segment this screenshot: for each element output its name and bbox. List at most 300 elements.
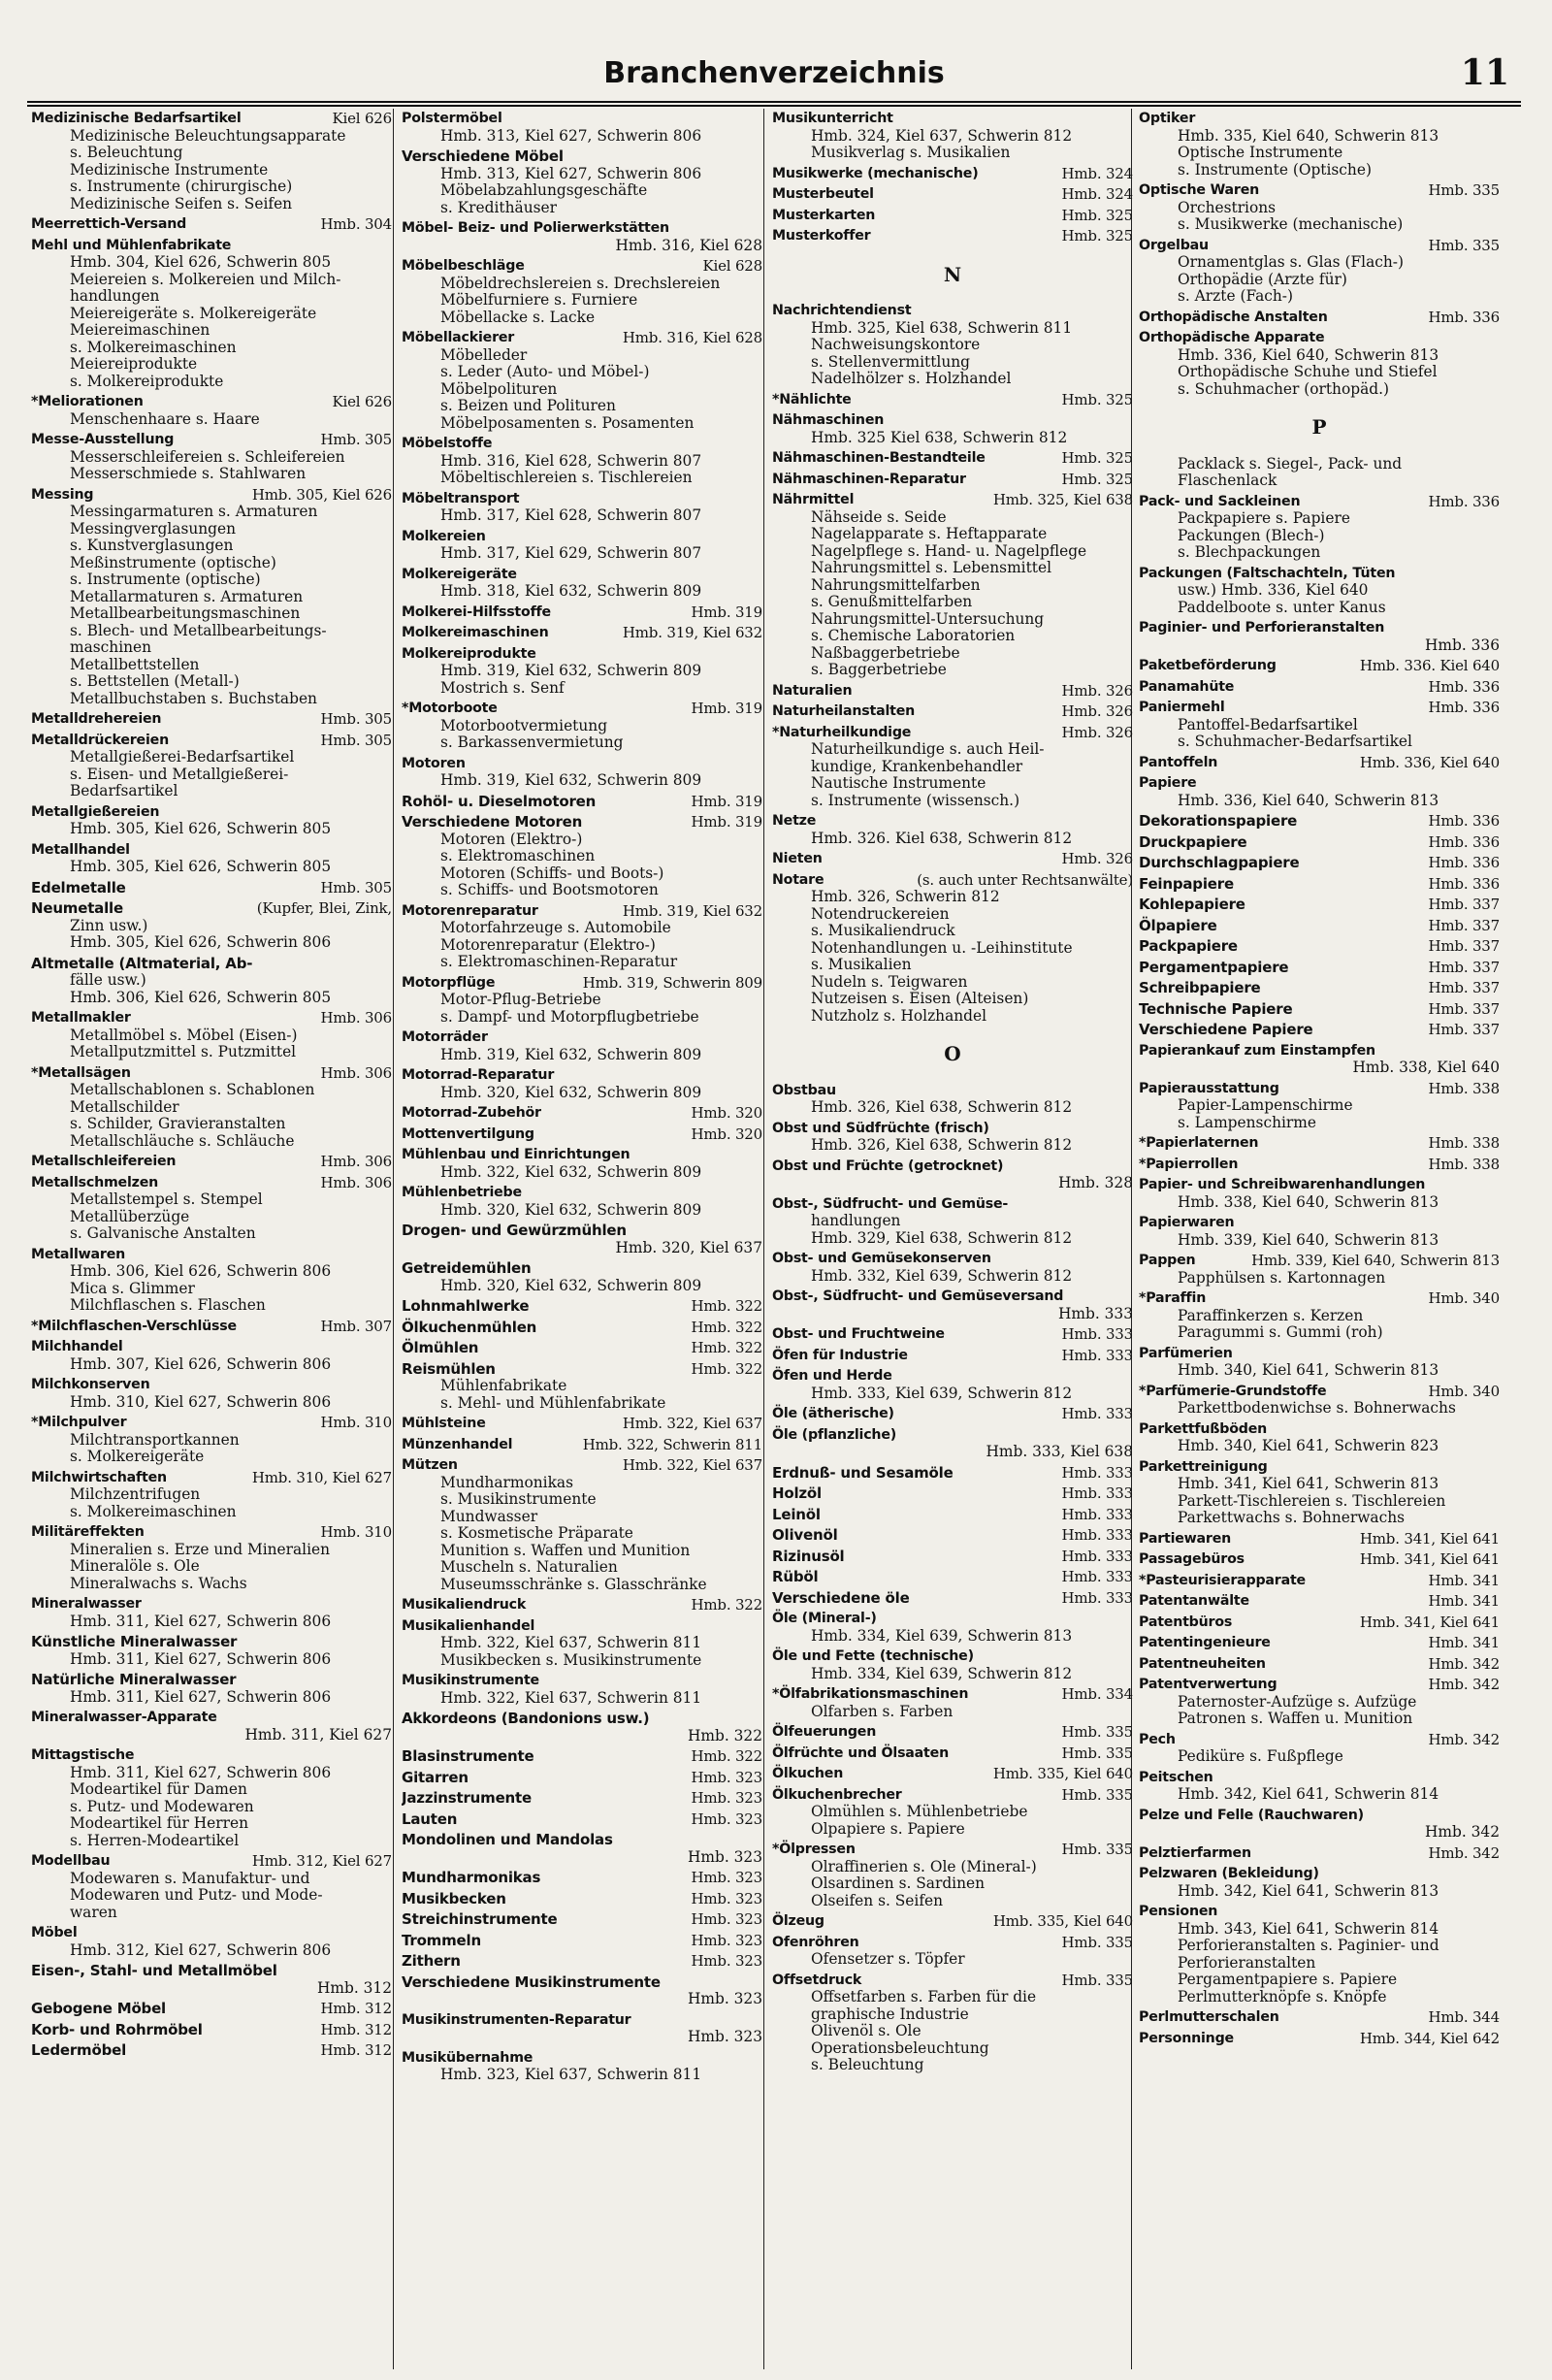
directory-entry xyxy=(1139,700,1500,751)
section-letter: N xyxy=(943,262,962,286)
entry-line: Perlmutterknöpfe s. Knöpfe xyxy=(1178,1988,1387,2005)
entry-heading xyxy=(1139,238,1500,255)
directory-entry xyxy=(772,1368,1133,1402)
entry-heading xyxy=(772,1766,1133,1783)
entry-reference: Hmb. 326 xyxy=(1061,702,1133,720)
entry-title: Neumetalle xyxy=(31,899,123,917)
entry-line: Motorfahrzeuge s. Automobile xyxy=(440,920,671,936)
entry-heading xyxy=(1139,755,1500,772)
entry-line: Metallstempel s. Stempel xyxy=(70,1191,263,1208)
directory-entry xyxy=(1139,834,1500,852)
entry-title: Nähmaschinen-Reparatur xyxy=(772,471,966,487)
entry-reference: Hmb. 306 xyxy=(320,1009,392,1027)
entry-line: Metallmöbel s. Möbel (Eisen-) xyxy=(70,1027,298,1044)
entry-title: *Motorboote xyxy=(402,701,498,716)
entry-title: Parfümerien xyxy=(1139,1345,1233,1361)
entry-heading xyxy=(402,903,762,921)
entry-line: Hmb. 310, Kiel 627, Schwerin 806 xyxy=(70,1393,332,1411)
directory-column-4 xyxy=(1139,111,1500,2369)
entry-heading xyxy=(772,703,1133,721)
entry-reference: Hmb. 305, Kiel 626 xyxy=(251,485,392,504)
entry-reference: Hmb. 335 xyxy=(1061,1723,1133,1741)
entry-line: Hmb. 340, Kiel 641, Schwerin 813 xyxy=(1178,1362,1439,1379)
directory-entry xyxy=(1139,918,1500,935)
entry-title: Verschiedene Papiere xyxy=(1139,1021,1313,1038)
entry-line: maschinen xyxy=(70,639,152,656)
entry-line: s. Elektromaschinen-Reparatur xyxy=(440,954,678,970)
directory-entry xyxy=(1139,494,1500,562)
entry-reference-line: Hmb. 328 xyxy=(1057,1175,1133,1191)
entry-line: handlungen xyxy=(70,288,160,305)
entry-title: Pantoffeln xyxy=(1139,754,1218,770)
entry-heading xyxy=(1139,1081,1500,1098)
entry-line: Packlack s. Siegel-, Pack- und xyxy=(1178,455,1403,473)
entry-title: Militäreffekten xyxy=(31,1524,145,1540)
entry-line: s. Beleuchtung xyxy=(70,145,183,161)
column-divider xyxy=(763,109,764,2369)
directory-entry xyxy=(31,1470,392,1521)
entry-line: Hmb. 311, Kiel 627, Schwerin 806 xyxy=(70,1764,332,1781)
entry-title: Paginier- und Perforieranstalten xyxy=(1139,620,1385,636)
entry-reference: Hmb. 335, Kiel 640 xyxy=(992,1912,1133,1930)
entry-heading xyxy=(1139,918,1500,935)
entry-heading xyxy=(772,1913,1133,1931)
entry-title: Öle (Mineral-) xyxy=(772,1611,877,1626)
entry-reference: Hmb. 337 xyxy=(1428,896,1500,913)
directory-entry xyxy=(772,725,1133,810)
directory-entry xyxy=(31,394,392,428)
entry-reference: (s. auch unter Rechtsanwälte) xyxy=(917,870,1133,889)
entry-title: Ölpapiere xyxy=(1139,916,1217,934)
entry-heading xyxy=(1139,566,1500,583)
entry-line: Orthopädie (Ärzte für) xyxy=(1178,271,1347,288)
directory-entry xyxy=(31,1634,392,1668)
directory-entry xyxy=(1139,960,1500,977)
directory-entry xyxy=(402,814,762,899)
entry-heading xyxy=(31,733,392,750)
entry-heading xyxy=(31,432,392,449)
entry-heading xyxy=(402,1029,762,1047)
directory-entry xyxy=(772,472,1133,489)
entry-title: Pelzwaren (Bekleidung) xyxy=(1139,1866,1319,1881)
entry-title: Papierausstattung xyxy=(1139,1080,1279,1096)
entry-heading xyxy=(31,487,392,505)
entry-reference: Hmb. 340 xyxy=(1428,1382,1500,1400)
entry-line: Hmb. 334, Kiel 639, Schwerin 813 xyxy=(811,1627,1073,1645)
entry-reference: Hmb. 323 xyxy=(691,1889,762,1907)
header-rule xyxy=(27,105,1521,107)
entry-heading xyxy=(772,725,1133,742)
entry-reference: Hmb. 323 xyxy=(691,1789,762,1807)
entry-title: Molkereimaschinen xyxy=(402,625,549,640)
entry-line: s. Instrumente (chirurgische) xyxy=(70,179,293,195)
directory-entry xyxy=(402,1185,762,1219)
entry-title: Künstliche Mineralwasser xyxy=(31,1633,238,1650)
entry-line: Möbellacke s. Lacke xyxy=(440,309,596,326)
entry-heading xyxy=(772,166,1133,183)
directory-entry xyxy=(402,1832,762,1866)
entry-title: Möbeltransport xyxy=(402,490,520,506)
entry-line: Pergamentpapiere s. Papiere xyxy=(1178,1972,1398,1988)
entry-heading xyxy=(31,711,392,729)
entry-reference: Hmb. 341 xyxy=(1428,1634,1500,1651)
entry-heading xyxy=(31,1596,392,1614)
directory-entry xyxy=(402,756,762,790)
entry-title: Mineralwasser-Apparate xyxy=(31,1710,217,1725)
entry-title: Ölzeug xyxy=(772,1913,824,1929)
entry-title: Olivenöl xyxy=(772,1526,838,1544)
entry-heading xyxy=(31,1634,392,1651)
directory-entry xyxy=(772,1406,1133,1423)
entry-title: Modellbau xyxy=(31,1853,111,1869)
entry-title: Musterkarten xyxy=(772,207,876,223)
entry-title: Milchhandel xyxy=(31,1339,123,1354)
directory-entry xyxy=(772,1590,1133,1608)
entry-heading xyxy=(402,756,762,773)
directory-entry xyxy=(772,1549,1133,1566)
entry-line: Hmb. 342, Kiel 641, Schwerin 814 xyxy=(1178,1786,1439,1803)
entry-heading xyxy=(772,872,1133,890)
entry-line: Hmb. 311, Kiel 627, Schwerin 806 xyxy=(70,1613,332,1630)
entry-reference: Hmb. 333 xyxy=(1061,1547,1133,1565)
entry-heading xyxy=(31,1747,392,1765)
entry-reference: Hmb. 341, Kiel 641 xyxy=(1359,1613,1500,1631)
directory-entry xyxy=(31,487,392,708)
directory-entry xyxy=(402,1147,762,1181)
entry-heading xyxy=(1139,1135,1500,1153)
entry-heading xyxy=(31,1065,392,1083)
entry-heading xyxy=(402,604,762,622)
entry-line: Packpapiere s. Papiere xyxy=(1178,510,1350,527)
directory-entry xyxy=(1139,1656,1500,1674)
entry-line: Möbelposamenten s. Posamenten xyxy=(440,414,695,432)
directory-entry xyxy=(1139,2009,1500,2027)
section-letter: P xyxy=(1311,415,1327,439)
directory-entry xyxy=(31,1247,392,1315)
directory-entry xyxy=(772,703,1133,721)
entry-reference: Hmb. 337 xyxy=(1428,958,1500,976)
entry-title: Mundharmonikas xyxy=(402,1869,541,1886)
directory-entry xyxy=(772,1648,1133,1682)
entry-title: Orgelbau xyxy=(1139,237,1209,253)
entry-title: Lohnmahlwerke xyxy=(402,1297,530,1315)
entry-line: Nutzholz s. Holzhandel xyxy=(811,1007,987,1025)
directory-entry xyxy=(772,1842,1133,1909)
directory-entry xyxy=(31,1925,392,1959)
entry-heading xyxy=(31,1853,392,1871)
entry-title: *Paraffin xyxy=(1139,1290,1207,1306)
entry-heading xyxy=(31,900,392,918)
entry-line: Nudeln s. Teigwaren xyxy=(811,973,968,991)
entry-line: Modewaren s. Manufaktur- und xyxy=(70,1870,310,1887)
entry-title: Musikaliendruck xyxy=(402,1597,527,1613)
entry-heading xyxy=(1139,1614,1500,1632)
entry-line: Metallüberzüge xyxy=(70,1208,190,1225)
entry-heading xyxy=(1139,111,1500,128)
entry-reference: Hmb. 323 xyxy=(691,1869,762,1886)
entry-title: Naturheilanstalten xyxy=(772,703,916,719)
entry-reference: Hmb. 322 xyxy=(691,1359,762,1378)
entry-title: Altmetalle (Altmaterial, Ab- xyxy=(31,954,253,972)
entry-heading xyxy=(1139,1022,1500,1039)
entry-title: Patentneuheiten xyxy=(1139,1655,1266,1672)
entry-heading xyxy=(1139,980,1500,997)
entry-line: s. Putz- und Modewaren xyxy=(70,1798,254,1815)
entry-line: Notenhandlungen u. -Leihinstitute xyxy=(811,939,1073,957)
entry-line: Hmb. 338, Kiel 640, Schwerin 813 xyxy=(1178,1193,1439,1211)
entry-line: s. Molkereimaschinen xyxy=(70,339,237,356)
entry-heading xyxy=(31,1524,392,1542)
entry-heading xyxy=(772,1745,1133,1763)
entry-reference: Hmb. 337 xyxy=(1428,979,1500,996)
directory-entry xyxy=(402,975,762,1027)
directory-entry xyxy=(772,1083,1133,1117)
entry-heading xyxy=(402,1416,762,1433)
directory-entry xyxy=(402,220,762,254)
entry-title: *Meliorationen xyxy=(31,394,144,409)
entry-heading xyxy=(402,1870,762,1887)
entry-line: Hmb. 322, Kiel 632, Schwerin 809 xyxy=(440,1163,702,1181)
directory-entry xyxy=(31,1853,392,1921)
entry-title: Zithern xyxy=(402,1952,461,1970)
entry-line: Meiereimaschinen xyxy=(70,322,210,339)
directory-entry xyxy=(1139,111,1500,179)
entry-line: Orchestrions xyxy=(1178,199,1277,216)
entry-heading xyxy=(402,1711,762,1728)
page-title: Branchenverzeichnis xyxy=(603,56,945,90)
entry-title: Panamahüte xyxy=(1139,678,1235,695)
entry-reference: Hmb. 326 xyxy=(1061,681,1133,700)
entry-reference: Hmb. 325 xyxy=(1061,470,1133,488)
entry-heading xyxy=(31,1470,392,1487)
entry-heading xyxy=(402,1597,762,1614)
entry-title: Musikunterricht xyxy=(772,111,893,126)
entry-line: Orthopädische Schuhe und Stiefel xyxy=(1178,364,1438,380)
entry-reference-line: Hmb. 316, Kiel 628 xyxy=(615,237,762,254)
entry-title: Paniermehl xyxy=(1139,700,1225,715)
directory-entry xyxy=(31,1339,392,1373)
entry-line: Patronen s. Waffen u. Munition xyxy=(1178,1711,1413,1727)
directory-entry xyxy=(31,880,392,897)
entry-reference: Hmb. 319 xyxy=(691,813,762,831)
entry-heading xyxy=(31,1925,392,1942)
entry-title: Mineralwasser xyxy=(31,1596,142,1612)
entry-line: Medizinische Instrumente xyxy=(70,161,269,179)
entry-title: Ledermöbel xyxy=(31,2041,127,2059)
entry-heading xyxy=(31,1339,392,1356)
entry-title: Pelztierfarmen xyxy=(1139,1844,1251,1861)
entry-line: Flaschenlack xyxy=(1178,473,1277,489)
directory-entry xyxy=(772,1527,1133,1545)
entry-title: Motorpflüge xyxy=(402,974,496,991)
entry-title: Metallschmelzen xyxy=(31,1174,159,1190)
entry-line: Motorbootvermietung xyxy=(440,717,608,734)
entry-line: Hmb. 323, Kiel 637, Schwerin 811 xyxy=(440,2067,702,2083)
directory-entry xyxy=(1139,620,1500,654)
entry-reference: Hmb. 322 xyxy=(691,1747,762,1765)
directory-entry xyxy=(772,1787,1133,1839)
entry-line: Medizinische Beleuchtungsapparate xyxy=(70,127,346,145)
entry-heading xyxy=(772,1348,1133,1365)
entry-reference: Hmb. 319 xyxy=(691,792,762,810)
entry-line: Hmb. 335, Kiel 640, Schwerin 813 xyxy=(1178,127,1439,145)
entry-line: Parkettbodenwichse s. Bohnerwachs xyxy=(1178,1400,1456,1417)
directory-entry xyxy=(772,683,1133,701)
directory-entry xyxy=(1139,1290,1500,1342)
entry-line: s. Musikinstrumente xyxy=(440,1491,597,1508)
entry-heading xyxy=(31,804,392,822)
entry-reference: Hmb. 323 xyxy=(691,1768,762,1786)
entry-heading xyxy=(402,1811,762,1829)
entry-line: Offsetfarben s. Farben für die xyxy=(811,1989,1037,2005)
directory-entry xyxy=(772,186,1133,204)
entry-reference: Hmb. 342 xyxy=(1428,1676,1500,1693)
directory-entry xyxy=(1139,330,1500,398)
directory-entry xyxy=(402,1105,762,1123)
entry-reference: Hmb. 306 xyxy=(320,1063,392,1082)
entry-title: Nähmaschinen-Bestandteile xyxy=(772,450,986,466)
entry-title: *Papierrollen xyxy=(1139,1156,1239,1172)
entry-title: Musterbeutel xyxy=(772,186,874,202)
directory-entry xyxy=(772,1465,1133,1483)
entry-line: Hmb. 319, Kiel 632, Schwerin 809 xyxy=(440,772,702,789)
entry-line: s. Stellenvermittlung xyxy=(811,353,971,371)
entry-line: Motorenreparatur (Elektro-) xyxy=(440,936,656,954)
entry-heading xyxy=(772,228,1133,245)
entry-heading xyxy=(402,1953,762,1971)
entry-heading xyxy=(31,111,392,128)
entry-heading xyxy=(402,1320,762,1337)
entry-heading xyxy=(1139,1531,1500,1549)
entry-title: Meerrettich-Versand xyxy=(31,216,187,232)
directory-entry xyxy=(1139,855,1500,872)
directory-entry xyxy=(402,567,762,601)
entry-line: usw.) Hmb. 336, Kiel 640 xyxy=(1178,582,1369,599)
entry-title: Metalldrehereien xyxy=(31,711,162,727)
entry-title: Natürliche Mineralwasser xyxy=(31,1671,237,1688)
directory-entry xyxy=(772,1972,1133,2074)
entry-title: Medizinische Bedarfsartikel xyxy=(31,111,242,126)
entry-line: Naturheilkundige s. auch Heil- xyxy=(811,741,1045,758)
entry-line: s. Musikalien xyxy=(811,957,912,973)
entry-reference: Hmb. 336, Kiel 640 xyxy=(1359,753,1500,771)
entry-reference: Hmb. 336 xyxy=(1428,699,1500,716)
entry-heading xyxy=(1139,1551,1500,1569)
entry-line: Ölfarben s. Farben xyxy=(811,1703,954,1720)
entry-line: Nahrungsmittel s. Lebensmittel xyxy=(811,560,1051,576)
directory-entry xyxy=(1139,1081,1500,1132)
entry-title: Motorenreparatur xyxy=(402,902,538,919)
directory-entry xyxy=(31,1175,392,1243)
directory-column-3 xyxy=(772,111,1133,2369)
entry-reference-line: Hmb. 333 xyxy=(1057,1305,1133,1322)
directory-entry xyxy=(1139,1384,1500,1418)
entry-title: Passagebüros xyxy=(1139,1551,1245,1567)
entry-line: Mineralöle s. Öle xyxy=(70,1558,200,1575)
directory-entry xyxy=(402,604,762,622)
entry-line: s. Musikwerke (mechanische) xyxy=(1178,216,1404,233)
entry-title: Nachrichtendienst xyxy=(772,303,912,318)
entry-line: Medizinische Seifen s. Seifen xyxy=(70,195,293,212)
entry-heading xyxy=(402,646,762,664)
entry-reference: Hmb. 322, Schwerin 811 xyxy=(582,1435,762,1453)
entry-line: Hmb. 342, Kiel 641, Schwerin 813 xyxy=(1178,1882,1439,1900)
directory-entry xyxy=(402,258,762,326)
entry-reference: Hmb. 333 xyxy=(1061,1463,1133,1482)
entry-reference: Hmb. 325, Kiel 638 xyxy=(992,491,1133,508)
entry-title: Paketbeförderung xyxy=(1139,658,1277,673)
entry-title: Kohlepapiere xyxy=(1139,896,1245,913)
entry-heading xyxy=(772,303,1133,320)
entry-heading xyxy=(1139,775,1500,793)
entry-reference: Hmb. 344 xyxy=(1428,2008,1500,2026)
entry-heading xyxy=(772,492,1133,509)
entry-heading xyxy=(31,1247,392,1264)
entry-title: Nähmaschinen xyxy=(772,412,885,428)
entry-line: Hmb. 339, Kiel 640, Schwerin 813 xyxy=(1178,1231,1439,1249)
directory-entry xyxy=(1139,1614,1500,1632)
entry-line: s. Beleuchtung xyxy=(811,2057,924,2073)
entry-title: Obst- und Gemüsekonserven xyxy=(772,1251,991,1266)
entry-reference: Hmb. 335, Kiel 640 xyxy=(992,1765,1133,1782)
directory-entry xyxy=(31,238,392,391)
entry-line: Mineralien s. Erze und Mineralien xyxy=(70,1541,331,1558)
entry-reference: Hmb. 319, Kiel 632 xyxy=(622,901,762,920)
entry-reference: Hmb. 335 xyxy=(1428,236,1500,254)
entry-heading xyxy=(402,1437,762,1454)
entry-line: s. Schiffs- und Bootsmotoren xyxy=(440,882,659,898)
entry-title: Molkereiprodukte xyxy=(402,645,536,662)
entry-line: Mostrich s. Senf xyxy=(440,679,565,697)
entry-title: Pergamentpapiere xyxy=(1139,958,1289,976)
entry-title: Musikbecken xyxy=(402,1889,506,1907)
entry-line: Hmb. 306, Kiel 626, Schwerin 806 xyxy=(70,1263,332,1280)
entry-line: Hmb. 341, Kiel 641, Schwerin 813 xyxy=(1178,1476,1439,1492)
entry-reference-line: Hmb. 336 xyxy=(1424,636,1500,654)
directory-entry xyxy=(402,1223,762,1256)
entry-reference: Hmb. 306 xyxy=(320,1173,392,1191)
entry-title: Metallgießereien xyxy=(31,803,160,820)
header-rule xyxy=(27,101,1521,103)
entry-heading xyxy=(1139,1770,1500,1787)
entry-line: Hmb. 324, Kiel 637, Schwerin 812 xyxy=(811,127,1073,145)
entry-line: Mundwasser xyxy=(440,1508,538,1525)
entry-heading xyxy=(772,813,1133,831)
entry-title: Milchwirtschaften xyxy=(31,1469,167,1485)
entry-title: Nieten xyxy=(772,851,823,866)
entry-heading xyxy=(1139,1635,1500,1652)
directory-entry xyxy=(1139,566,1500,617)
entry-heading xyxy=(1139,2031,1500,2048)
directory-entry xyxy=(772,1326,1133,1344)
entry-reference: Hmb. 322 xyxy=(691,1339,762,1356)
entry-heading xyxy=(402,1974,762,1992)
directory-entry xyxy=(772,1766,1133,1783)
entry-heading xyxy=(1139,1043,1500,1060)
entry-line: fälle usw.) xyxy=(70,972,146,989)
entry-title: Obst- und Fruchtweine xyxy=(772,1326,945,1342)
entry-line: Parkettwachs s. Bohnerwachs xyxy=(1178,1510,1406,1526)
directory-entry xyxy=(402,1437,762,1454)
entry-title: Naturalien xyxy=(772,682,853,699)
entry-title: Packpapiere xyxy=(1139,937,1238,955)
entry-line: Milchflaschen s. Flaschen xyxy=(70,1297,266,1314)
entry-reference: Hmb. 305 xyxy=(320,431,392,448)
entry-line: s. Galvanische Anstalten xyxy=(70,1225,256,1242)
entry-line: Hmb. 317, Kiel 628, Schwerin 807 xyxy=(440,507,702,524)
directory-entry xyxy=(772,111,1133,162)
entry-title: Peitschen xyxy=(1139,1769,1213,1785)
